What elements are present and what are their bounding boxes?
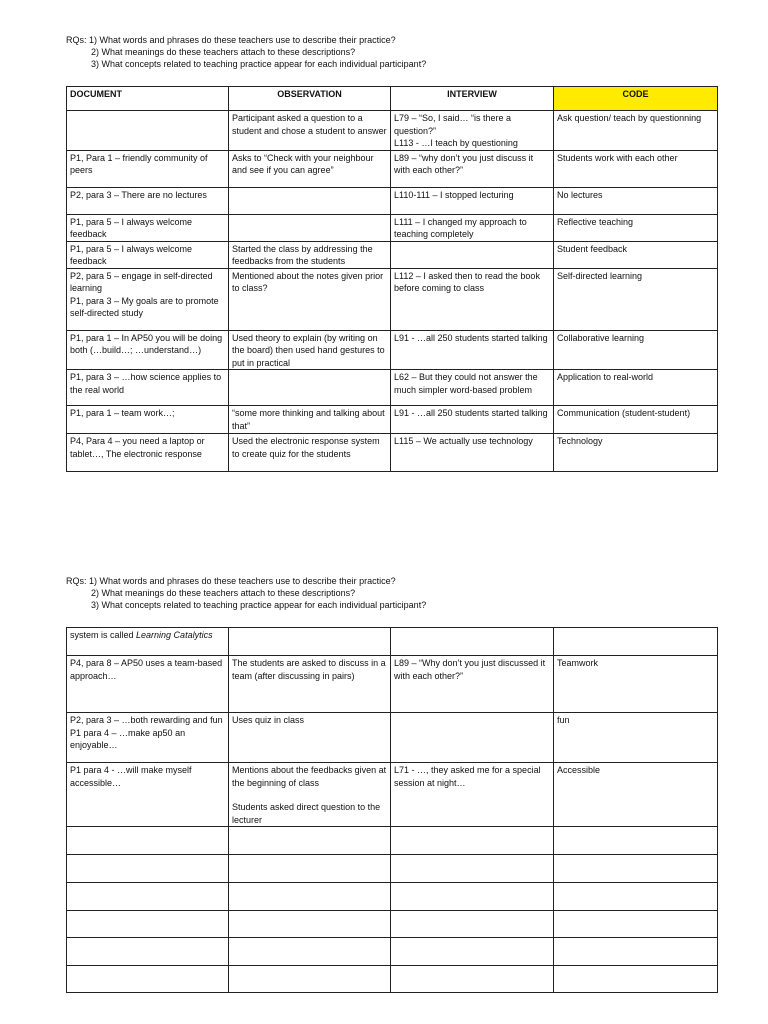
cell-document: P1 para 4 - …will make myself accessible… xyxy=(67,763,229,827)
empty-cell xyxy=(229,911,391,938)
cell-interview xyxy=(391,713,554,763)
empty-cell xyxy=(391,855,554,883)
cell-observation: Participant asked a question to a student and chose a student to answer xyxy=(229,111,391,151)
cell-interview: L91 - …all 250 students started talking xyxy=(391,406,554,434)
rq-line-1: RQs: 1) What words and phrases do these teachers use to describe their practice? xyxy=(66,35,396,45)
cell-code: Application to real-world xyxy=(554,370,718,406)
empty-cell xyxy=(229,827,391,855)
table-row xyxy=(67,628,718,656)
cell-observation xyxy=(229,187,391,214)
cell-document: P1, para 1 – In AP50 you will be doing both (…build…; …understand…) xyxy=(67,330,229,370)
cell-observation xyxy=(229,214,391,241)
cell-code: Student feedback xyxy=(554,241,718,268)
observation-line: Mentions about the feedbacks given at the beginning of class xyxy=(232,765,387,788)
cell-observation: Uses quiz in class xyxy=(229,713,391,763)
research-questions-bottom xyxy=(66,575,706,611)
table-row xyxy=(67,406,718,434)
continued-text-italic: Learning Catalytics xyxy=(136,630,213,640)
cell-observation: Started the class by addressing the feedbacks from the students xyxy=(229,241,391,268)
cell-interview xyxy=(391,111,554,151)
cell-code: fun xyxy=(554,713,718,763)
rq-line-2: 2) What meanings do these teachers attach to these descriptions? xyxy=(91,47,356,57)
cell-observation: Used the electronic response system to create quiz for the students xyxy=(229,434,391,472)
empty-cell xyxy=(554,966,718,993)
cell-interview: L62 – But they could not answer the much simpler word-based problem xyxy=(391,370,554,406)
cell-document xyxy=(67,111,229,151)
table-row xyxy=(67,370,718,406)
empty-cell xyxy=(67,911,229,938)
cell-document: P1, Para 1 – friendly community of peers xyxy=(67,150,229,187)
table-row xyxy=(67,656,718,713)
continued-text: system is called xyxy=(70,630,137,640)
empty-cell xyxy=(67,966,229,993)
empty-cell xyxy=(391,938,554,966)
cell-code: Self-directed learning xyxy=(554,268,718,330)
empty-cell xyxy=(67,827,229,855)
empty-cell xyxy=(554,938,718,966)
rq-line-1: RQs: 1) What words and phrases do these teachers use to describe their practice? xyxy=(66,576,396,586)
table-row xyxy=(67,187,718,214)
interview-line: L79 – “So, I said… “is there a question?” xyxy=(394,113,512,136)
empty-cell xyxy=(554,855,718,883)
empty-row xyxy=(67,911,718,938)
cell-code: Reflective teaching xyxy=(554,214,718,241)
header-document: DOCUMENT xyxy=(67,87,229,111)
table-row xyxy=(67,214,718,241)
empty-cell xyxy=(391,966,554,993)
table-header-row xyxy=(67,87,718,111)
cell-interview xyxy=(391,628,554,656)
cell-document: P1, para 1 – team work…; xyxy=(67,406,229,434)
empty-row xyxy=(67,883,718,911)
empty-cell xyxy=(554,911,718,938)
cell-observation: Mentioned about the notes given prior to class? xyxy=(229,268,391,330)
table-row xyxy=(67,241,718,268)
cell-code: Teamwork xyxy=(554,656,718,713)
empty-cell xyxy=(67,855,229,883)
empty-cell xyxy=(391,827,554,855)
empty-cell xyxy=(229,966,391,993)
table-row xyxy=(67,713,718,763)
header-code: CODE xyxy=(554,87,718,111)
empty-row xyxy=(67,938,718,966)
empty-cell xyxy=(554,883,718,911)
cell-document: P2, para 3 – There are no lectures xyxy=(67,187,229,214)
cell-document: P1, para 3 – …how science applies to the real world xyxy=(67,370,229,406)
cell-interview: L89 – “Why don’t you just discussed it with each other?” xyxy=(391,656,554,713)
coding-table-1 xyxy=(66,86,718,472)
document-line: P1, para 3 – My goals are to promote self-directed study xyxy=(70,295,219,318)
header-interview: INTERVIEW xyxy=(391,87,554,111)
cell-document xyxy=(67,268,229,330)
document-line: P1 para 4 – …make ap50 an enjoyable… xyxy=(70,727,186,750)
empty-cell xyxy=(554,827,718,855)
cell-interview: L91 - …all 250 students started talking xyxy=(391,330,554,370)
cell-observation xyxy=(229,370,391,406)
cell-interview: L115 – We actually use technology xyxy=(391,434,554,472)
empty-row xyxy=(67,855,718,883)
cell-interview: L110-111 – I stopped lecturing xyxy=(391,187,554,214)
document-line: P2, para 3 – …both rewarding and fun xyxy=(70,715,223,725)
cell-code: Communication (student-student) xyxy=(554,406,718,434)
cell-interview: L71 - …, they asked me for a special session at night… xyxy=(391,763,554,827)
empty-cell xyxy=(229,938,391,966)
cell-code: Ask question/ teach by questionning xyxy=(554,111,718,151)
table-row xyxy=(67,111,718,151)
cell-code: Students work with each other xyxy=(554,150,718,187)
cell-observation: “some more thinking and talking about that” xyxy=(229,406,391,434)
cell-code: Collaborative learning xyxy=(554,330,718,370)
header-observation: OBSERVATION xyxy=(229,87,391,111)
observation-line: Students asked direct question to the lecturer xyxy=(232,802,381,825)
empty-cell xyxy=(391,883,554,911)
empty-row xyxy=(67,827,718,855)
cell-observation xyxy=(229,763,391,827)
cell-code: Technology xyxy=(554,434,718,472)
spacer xyxy=(232,789,387,801)
table-row xyxy=(67,268,718,330)
rq-line-3: 3) What concepts related to teaching practice appear for each individual participant? xyxy=(91,600,427,610)
table-row xyxy=(67,150,718,187)
document-line: P2, para 5 – engage in self-directed learning xyxy=(70,270,213,293)
coding-table-2 xyxy=(66,627,718,993)
cell-interview: L89 – “why don’t you just discuss it with each other?” xyxy=(391,150,554,187)
table-row xyxy=(67,330,718,370)
cell-document: P4, Para 4 – you need a laptop or tablet…, The electronic response xyxy=(67,434,229,472)
cell-interview xyxy=(391,241,554,268)
cell-document: P1, para 5 – I always welcome feedback xyxy=(67,214,229,241)
research-questions-top xyxy=(66,34,706,70)
empty-cell xyxy=(229,883,391,911)
empty-cell xyxy=(67,938,229,966)
cell-observation: The students are asked to discuss in a team (after discussing in pairs) xyxy=(229,656,391,713)
empty-row xyxy=(67,966,718,993)
cell-code: Accessible xyxy=(554,763,718,827)
cell-code xyxy=(554,628,718,656)
cell-document: P4, para 8 – AP50 uses a team-based approach… xyxy=(67,656,229,713)
cell-observation xyxy=(229,628,391,656)
cell-document: P1, para 5 – I always welcome feedback xyxy=(67,241,229,268)
interview-line: L113 - …I teach by questioning xyxy=(394,138,518,148)
cell-document xyxy=(67,628,229,656)
empty-cell xyxy=(229,855,391,883)
rq-line-2: 2) What meanings do these teachers attach to these descriptions? xyxy=(91,588,356,598)
empty-cell xyxy=(391,911,554,938)
cell-observation: Used theory to explain (by writing on the board) then used hand gestures to put in practical xyxy=(229,330,391,370)
cell-interview: L111 – I changed my approach to teaching completely xyxy=(391,214,554,241)
cell-interview: L112 – I asked then to read the book before coming to class xyxy=(391,268,554,330)
cell-document xyxy=(67,713,229,763)
rq-line-3: 3) What concepts related to teaching practice appear for each individual participant? xyxy=(91,59,427,69)
cell-code: No lectures xyxy=(554,187,718,214)
empty-cell xyxy=(67,883,229,911)
cell-observation: Asks to “Check with your neighbour and see if you can agree” xyxy=(229,150,391,187)
table-row xyxy=(67,763,718,827)
table-row xyxy=(67,434,718,472)
